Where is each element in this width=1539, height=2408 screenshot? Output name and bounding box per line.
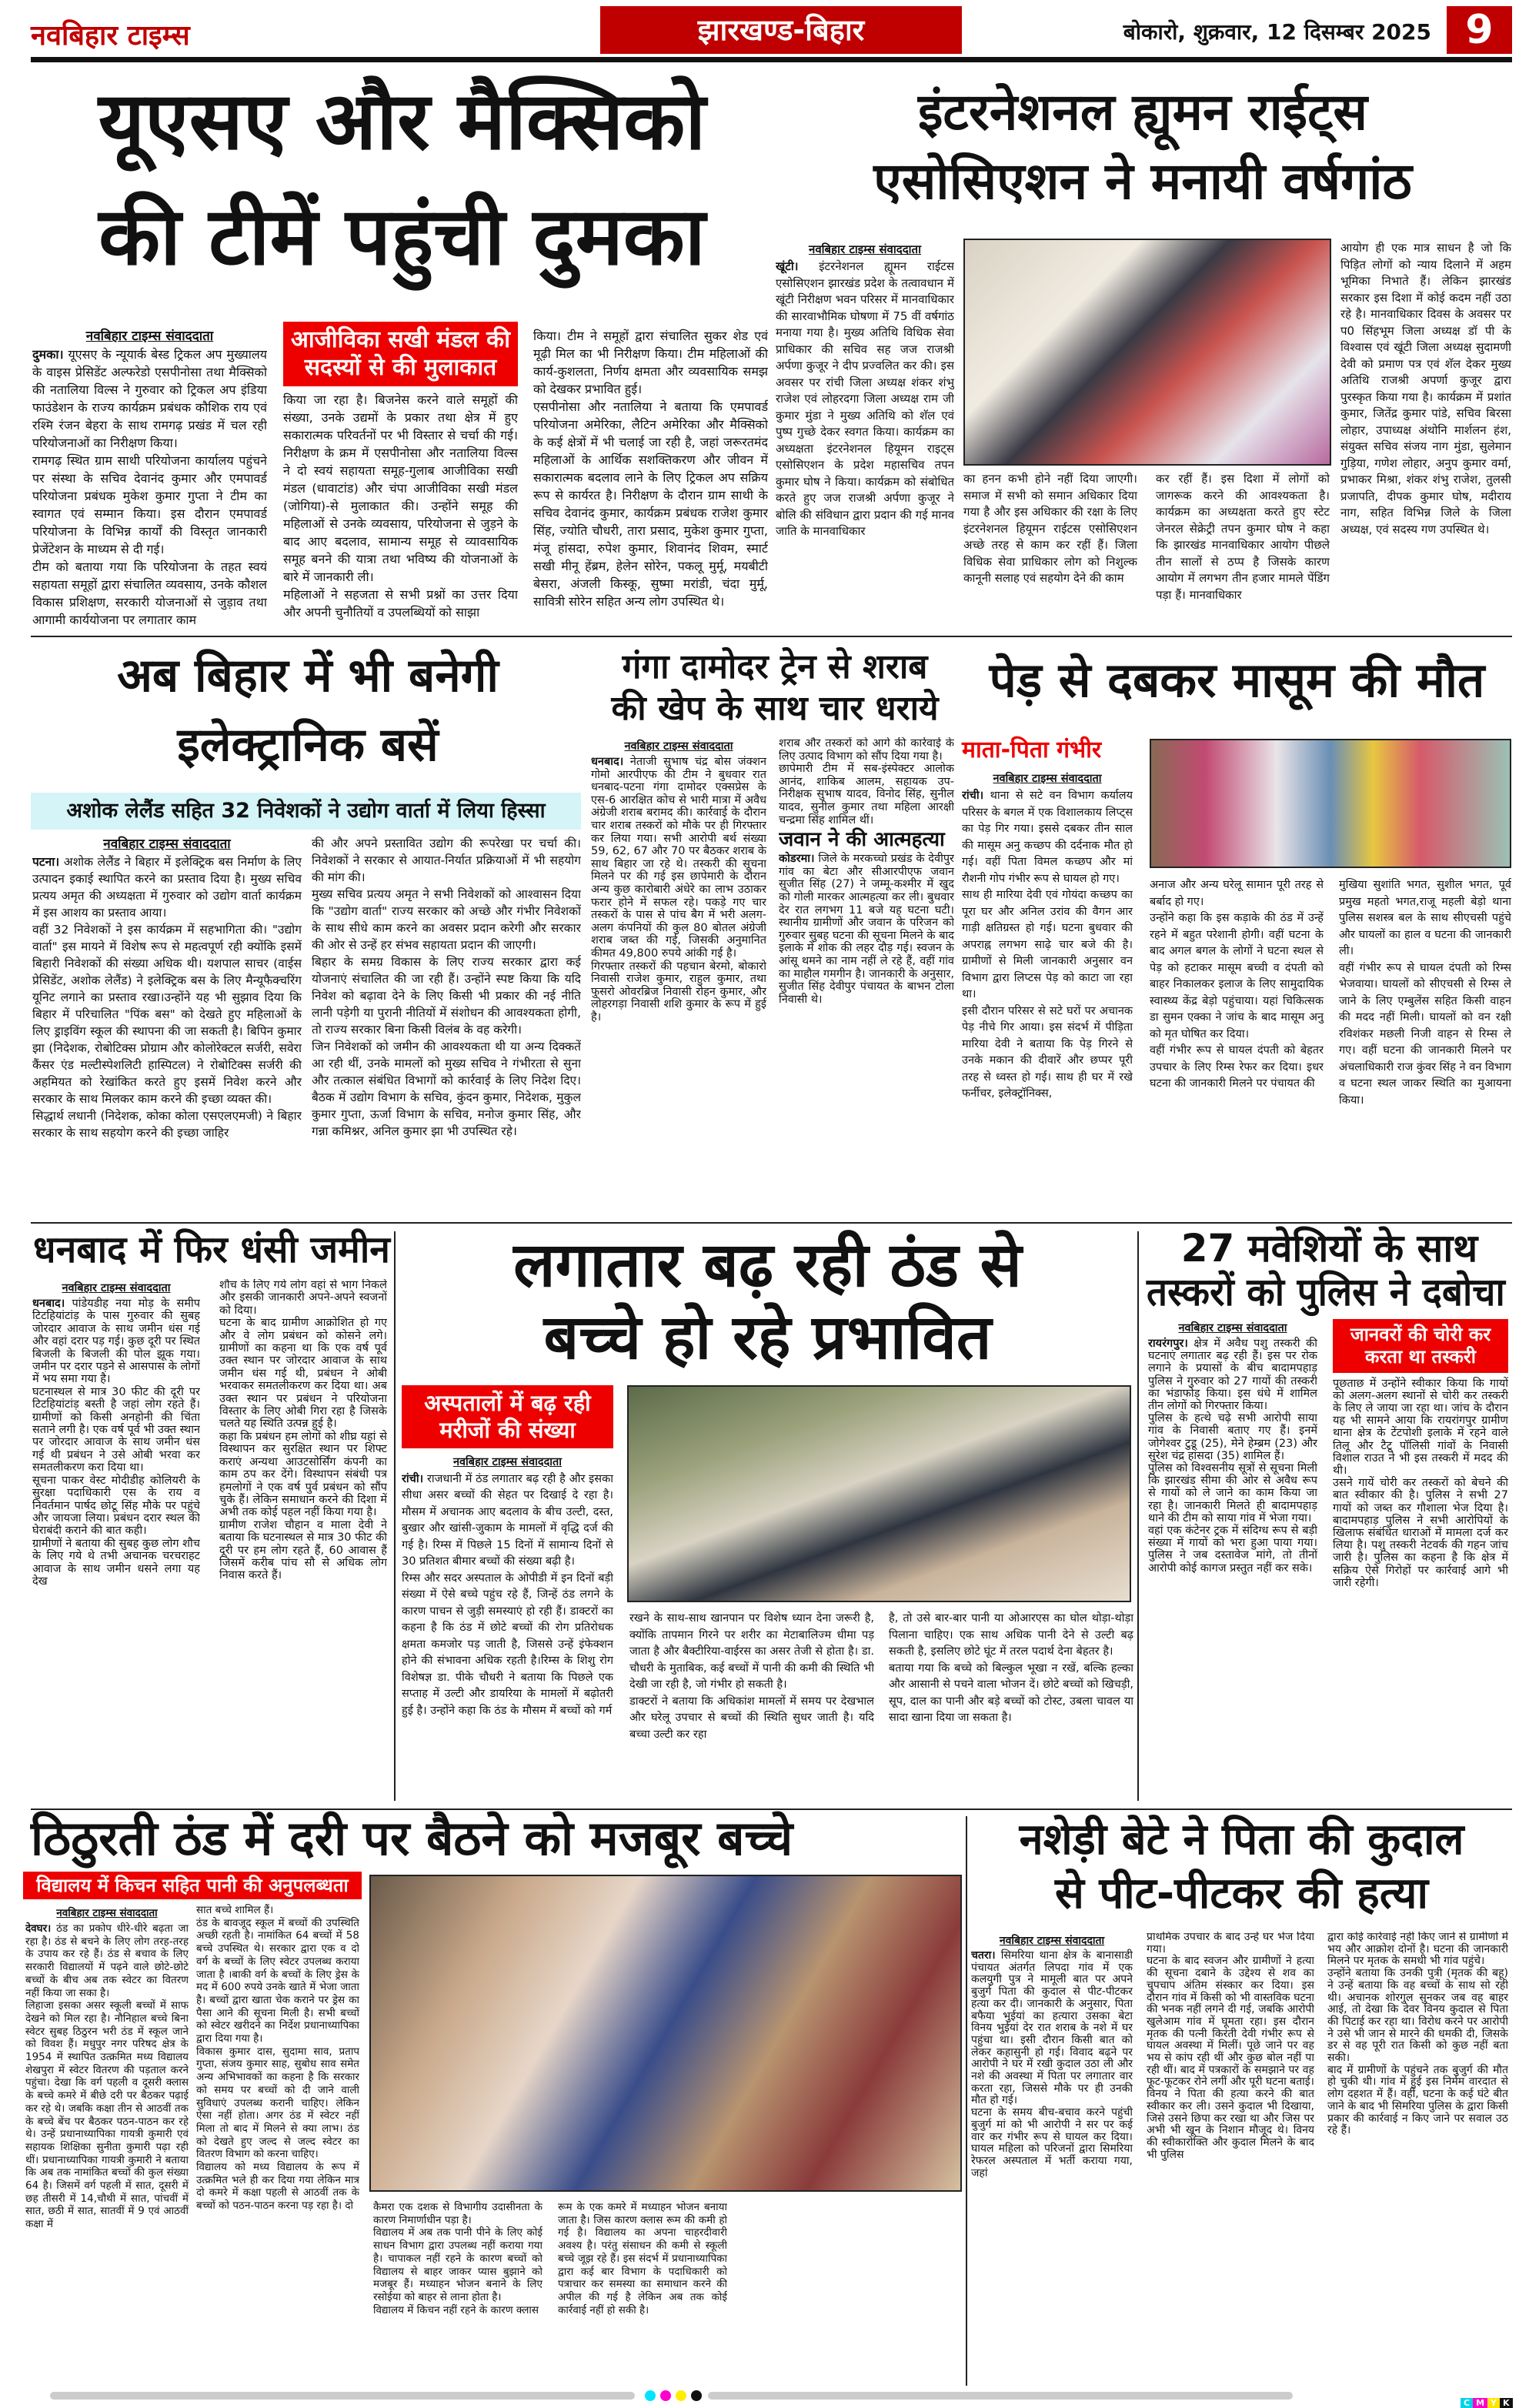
classroom-photo bbox=[369, 1875, 962, 2192]
paragraph: इसी दौरान परिसर से सटे घरों पर अचानक पेड़ नीचे गिर आया। इस संदर्भ में पीड़िता मारिया देवी ने बताया कि पेड़ गिरने से उनके मकान की दीवारें और छप्पर पूरी तरह से ध्वस्त हो गई। साथ ही घर में रखे फर्नीचर, इलेक्ट्रॉनिक्स, bbox=[962, 1004, 1133, 1100]
paragraph: मुखिया सुशांति भगत, सुशील भगत, पूर्व प्रमुख महतो भगत,राजू महली बेड़ो थाना पुलिस सशस्त्र बल के साथ सीएचसी पहुंचे और घायलों का हाल व घटना की जानकारी ली। bbox=[1339, 879, 1511, 957]
paragraph: रखने के साथ-साथ खानपान पर विशेष ध्यान देना जरूरी है, क्योंकि तापमान गिरने पर शरीर का मेटाबालिज्म धीमा पड़ जाता है और बैक्टीरिया-वाईरस का असर तेजी से होता है। डा. चौधरी के मुताबिक, कई बच्चों में पानी की कमी की स्थिति भी देखी जा रही है, जो गंभीर हो सकती है। bbox=[629, 1612, 874, 1691]
paragraph-group bbox=[889, 1611, 1133, 1727]
article-column bbox=[32, 1279, 200, 1805]
highlight-box: जानवरों की चोरी कर करता था तस्करी bbox=[1333, 1319, 1508, 1373]
article-column bbox=[32, 835, 302, 1216]
lead-text: अशोक लेलैंड ने बिहार में इलेक्ट्रिक बस निर्माण के लिए उत्पादन इकाई स्थापित करने का प्रस्ताव दिया है। मुख्य सचिव प्रत्यय अमृत की अध्यक्षता में गुरुवार को उद्योग वार्ता कार्यक्रम में इस आशय का प्रस्ताव आया। bbox=[32, 855, 302, 920]
paragraph: द्वारा कोई कार्रवाई नहीं किए जाने से ग्रामीणों में भय और आक्रोश दोनों है। घटना की जानकारी मिलने पर मृतक के समधी भी गांव पहुंचे। bbox=[1327, 1932, 1508, 1968]
divider bbox=[394, 1231, 396, 1801]
paragraph-group bbox=[971, 2107, 1133, 2179]
lead-text: जिले के मरकच्चो प्रखंड के देवीपुर गांव का बेटा और सीआरपीएफ जवान सुजीत सिंह (27) ने जम्मू-कश्मीर में खुद को गोली मारकर आत्महत्या कर ली। बुधवार देर रात लगभग 11 बजे यह घटना घटी।स्थानीय ग्रामीणों और जवान के परिजन को गुरुवार सुबह घटना की सूचना मिलने के बाद इलाके में शोक की लहर दौड़ गई। स्वजन के आंसू थमने का नाम नहीं ले रहे हैं, वहीं गांव का माहौल गमगीन है। जानकारी के अनुसार, सुजीत सिंह देवीपुर पंचायत के बाभन टोला निवासी थे। bbox=[779, 853, 954, 1006]
lead-text: क्षेत्र में अवैध पशु तस्करी की घटनाएं लगातार बढ़ रही हैं। इस पर रोक लगाने के प्रयासों के बीच बादामपहाड़ पुलिस ने गुरुवार को 27 गायों की तस्करी का भंडाफोड़ किया। इस धंधे में शामिल तीन लोगों को गिरफ्तार किया। bbox=[1148, 1338, 1317, 1413]
paragraph-group bbox=[1147, 1932, 1314, 2161]
paragraph: विद्यालय में अब तक पानी पीने के लिए कोई साधन विभाग द्वारा उपलब्ध नहीं कराया गया है। चापाकल नहीं रहने के कारण बच्चों को विद्यालय से बाहर जाकर प्यास बुझाने को मजबूर हैं। मध्याहन भोजन बनाने के लिए रसोईया को बाहर से लाना होता है। bbox=[373, 2226, 542, 2303]
headline-line: बच्चे हो रहे प्रभावित bbox=[543, 1301, 992, 1373]
section-banner: झारखण्ड-बिहार bbox=[600, 6, 962, 54]
paragraph-group bbox=[558, 2201, 727, 2316]
headline bbox=[31, 720, 585, 770]
paragraph: विकास कुमार दास, सुदामा साव, प्रताप गुप्ता, संजय कुमार साह, सुबोध साव समेत अन्य अभिभावकों का कहना है कि सरकार को समय पर बच्चों को दी जाने वाली सुविधाएं उपलब्ध करानी चाहिए। लेकिन ऐसा नहीं होता। अगर ठंड में स्वेटर नहीं मिला तो बाद में मिलने से क्या लाभ। ठंड को देखते हुए जल्द से जल्द स्वेटर का वितरण विभाग को करना चाहिए। bbox=[196, 2045, 359, 2161]
paragraph: कहा कि प्रबंधन हम लोगों को शीघ्र यहां से विस्थापन कर सुरक्षित स्थान पर शिफ्ट कराएं अन्यथा आउटसोर्सिंग कंपनी का काम ठप कर देंगे। विस्थापन संबंधी पत्र हमलोगों ने एक वर्ष पुर्व प्रबंधन को सौंप चुके हैं। लेकिन समाधान करने की दिशा में अभी तक कोई पहल नहीं किया गया है। bbox=[219, 1430, 387, 1519]
paragraph: की और अपने प्रस्तावित उद्योग की रूपरेखा पर चर्चा की। निवेशकों ने सरकार से आयात-निर्यात प्रक्रियाओं में भी सहयोग की मांग की। bbox=[312, 837, 581, 884]
byline: नवबिहार टाइम्स संवाददाता bbox=[56, 1907, 158, 1919]
paragraph: सिद्धार्थ लधानी (निदेशक, कोका कोला एसएलएमजी) ने बिहार सरकार के साथ सहयोग करने की इच्छा जाहिर bbox=[32, 1109, 302, 1140]
highlight-box: अस्पतालों में बढ़ रही मरीजों की संख्या bbox=[402, 1385, 613, 1448]
article-column bbox=[962, 770, 1133, 1214]
lead-text: इंटरनेशनल ह्यूमन राईटस एसोसिएशन झारखंड प्रदेश के तत्वावधान में खूंटी निरीक्षण भवन परिसर में मानवाधिकार की सारवाभौमिक घोषणा में 75 वीं वर्षगांठ मनाया गया है। मुख्य अतिथि विधिक सेवा प्राधिकार की सचिव सह जज राजश्री अर्पणा कुजूर ने दीप प्रज्वलित कर की। इस अवसर पर रांची जिला अध्यक्ष शंकर शंभु राजेश एवं लोहरदगा जिला अध्यक्ष राम जी कुमार मुंडा ने मुख्य अतिथि को शॅल एवं पुष्प गुच्छे देकर स्वगत किया। कार्यक्रम का अध्यक्षता इंटरनेशनल हियूमन राइट्स एसोसिएशन के प्रदेश महासचिव तपन कुमार घोष ने किया। कार्यक्रम को संबोधित करते हुए जज राजश्री अर्पणा कुजूर ने बोलि की संविधान द्वारा प्रदान की गई मानव जाति के मानवाधिकार bbox=[776, 259, 954, 538]
paragraph: प्राथमिक उपचार के बाद उन्हें घर भेज दिया गया। bbox=[1147, 1932, 1314, 1955]
paragraph: अनाज और अन्य घरेलू सामान पूरी तरह से बर्बाद हो गए। bbox=[1150, 879, 1324, 908]
paragraph: कैमरा एक दशक से विभागीय उदासीनता के कारण निमार्णाधीन पड़ा है। bbox=[373, 2201, 542, 2226]
article-column bbox=[1150, 877, 1324, 1214]
registration-bar bbox=[50, 2392, 635, 2400]
lead-text: पांडेयडीह नया मोड़ के समीप टिटहियांटांड़ के पास गुरुवार की सुबह जोरदार आवाज के साथ जमीन धंस गई और वहां दरार पड़ गई। कुछ दूरी पर स्थित बिजली के बिजली की पोल झूक गया। जमीन पर दरार पड़ने से आसपास के लोगों में भय समा गया है। bbox=[32, 1298, 200, 1386]
article-column bbox=[25, 1904, 189, 2384]
paragraph-group bbox=[219, 1279, 387, 1582]
article-column bbox=[283, 322, 518, 629]
lead-text: यूएसए के न्यूयार्क बेस्ड ट्रिकल अप मुख्यालय के वाइस प्रेसिडेंट अल्फरेडो एसपीनोसा तथा मैक्सिको की नतालिया विल्स ने गुरुवार को ट्रिकल अप इंडिया फाउंडेशन के राज्य कार्यक्रम प्रबंधक कौशिक राय एवं रश्मि रंजन बेहरा के साथ रामगढ़ प्रखंड में चल रही परियोजनाओं का निरीक्षण किया। bbox=[32, 347, 267, 450]
paragraph: एसपीनोसा और नतालिया ने बताया कि एमपावर्ड परियोजना अमेरिका, लैटिन अमेरिका और मैक्सिको के कई क्षेत्रों में भी चलाई जा रही है, जहां जरूरतमंद महिलाओं के आर्थिक सशक्तिकरण और जीवन में सकारात्मक बदलाव लाने के लिए ट्रिकल अप सक्रिय रूप से कार्यरत है। निरीक्षण के दौरान ग्राम साथी के सचिव देवानंद कुमार, कार्यक्रम प्रबंधक राजेश कुमार सिंह, ज्योति चौधरी, तारा प्रसाद, मुकेश कुमार गुप्ता, मंजू हांसदा, रुपेश कुमार, शिवानंद शिवम, स्मार्ट सखी मीनू हेंब्रम, हेलेन सोरेन, पकलू मुर्मू, मयबीटी बेसरा, अंजली किस्कू, सुष्मा मरांडी, चंदा मुर्मू, सावित्री सोरेन सहित अन्य लोग उपस्थित थे। bbox=[533, 399, 768, 609]
lead-text: सिमरिया थाना क्षेत्र के बानासाडी पंचायत अंतर्गत लिपदा गांव में एक कलयुगी पुत्र ने मामूली बात पर अपने बुजुर्ग पिता की कुदाल से पीट-पीटकर हत्या कर दी। जानकारी के अनुसार, पिता बफैया भुईयां का हत्यारा उसका बेटा विनय भुईयां देर रात शराब के नशे में घर पहुंचा था। इसी दौरान किसी बात को लेकर कहासुनी हो गई। विवाद बढ़ने पर आरोपी ने घर में रखी कुदाल उठा ली और नशे की अवस्था में पिता पर लगातार वार करता रहा, जिससे मौके पर ही उनकी मौत हो गई। bbox=[971, 1949, 1133, 2107]
headline bbox=[38, 74, 766, 168]
paragraph: उन्होंने बताया कि उनकी पुत्री (मृतक की बहू) ने उन्हें बताया कि वह बच्चों के साथ सो रही थी। अचानक शोरगुल सुनकर जब वह बाहर आई, तो देखा कि देवर विनय कुदाल से पिता की पिटाई कर रहा था। विरोध करने पर आरोपी ने उसे भी जान से मारने की धमकी दी, जिसके डर से वह पूरी रात किसी को कुछ नहीं बता सकी। bbox=[1327, 1967, 1508, 2065]
cmyk-m: M bbox=[1473, 2398, 1487, 2408]
paragraph: का हनन कभी होने नहीं दिया जाएगी। समाज में सभी को समान अधिकार दिया गया है और इस अधिकार की रक्षा के लिए इंटरनेशनल हियूमन राईटस एसोसिएशन अच्छे तरह से काम कर रहीं हैं। जिला विधिक सेवा प्राधिकार लोग को निशुल्क कानूनी सलाह एवं सहयोग देने की काम bbox=[963, 472, 1137, 585]
paragraph: उसने गायें चोरी कर तस्करों को बेचने की बात स्वीकार की है। पुलिस ने सभी 27 गायों को जब्त कर गौशाला भेज दिया है। बादामपहाड़ पुलिस ने सभी आरोपियों के खिलाफ संबंधित धाराओं में मामला दर्ज कर लिया है। पशु तस्करी नेटवर्क की गहन जांच जारी है। पुलिस का कहना है कि क्षेत्र में सक्रिय ऐसे गिरोहों पर कार्रवाई आगे भी जारी रहेगी। bbox=[1333, 1477, 1508, 1589]
headline bbox=[971, 1816, 1512, 1864]
paragraph: वहीं गंभीर रूप से घायल दंपती को बेहतर उपचार के लिए रिम्स रेफर कर दिया। इधर घटना की जानकारी मिलने पर पंचायत की bbox=[1150, 1044, 1324, 1090]
headline bbox=[400, 1231, 1135, 1299]
divider bbox=[1137, 1231, 1139, 1801]
hospital-photo bbox=[627, 1385, 1131, 1602]
paragraph-group bbox=[629, 1611, 874, 1743]
issue-date-text: बोकारो, शुक्रवार, 12 दिसम्बर 2025 bbox=[1123, 19, 1431, 45]
paragraph-group bbox=[1333, 1378, 1508, 1589]
article-column bbox=[533, 327, 768, 629]
paragraph: रूम के एक कमरे में मध्याहन भोजन बनाया जाता है। जिस कारण क्लास रूम की कमी हो गई है। विद्यालय का अपना चाहरदीवारी अवश्य है। परंतु संसाधन की कमी से स्कूली बच्चे जूझ रहे हैं। इस संदर्भ में प्रधानाध्यापिका द्वारा कई बार विभाग के पदाधिकारी को पत्राचार कर समस्या का समाधान करने की अपील की गई है लेकिन अब तक कोई कार्रवाई नहीं हो सकी है। bbox=[558, 2201, 727, 2316]
dateline: दुमका। bbox=[32, 347, 64, 362]
article-column bbox=[1340, 240, 1511, 629]
paragraph: लिहाजा इसका असर स्कूली बच्चों में साफ देखने को मिल रहा है। नौनिहाल बच्चे बिना स्वेटर सुबह ठिठुरन भरी ठंड में स्कूल जाने को विवश हैं। मधुपुर नगर परिषद क्षेत्र के 1954 में स्थापित उत्क्रमित मध्य विद्यालय शेखपुरा में स्वेटर वितरण की पड़ताल करने पहुंचा। देखा कि वर्ग पहली व दूसरी क्लास के बच्चे कमरे में बीछे दरी पर बैठकर पढ़ाई कर रहे थे। जबकि कक्षा तीन से आठवीं तक के बच्चे बेंच पर बैठकर पठन-पाठन कर रहे थे। उन्हें प्रधानाध्यापिका गायत्री कुमारी एवं सहायक शिक्षिका सुनीता कुमारी पढ़ा रही थीं। प्रधानाध्यापिका गायत्री कुमारी ने बताया कि अब तक नामांकित बच्चों की कुल संख्या 64 है। जिसमें वर्ग पहली में सात, दूसरी में छह तीसरी में 14,चौथी में सात, पांचवीं में सात, छठी में सात, सातवीं में 9 एवं आठवीं कक्षा में bbox=[25, 1999, 189, 2231]
divider bbox=[31, 636, 1512, 637]
paragraph-group bbox=[32, 1386, 200, 1588]
paragraph-group bbox=[32, 921, 302, 1141]
paragraph: जिन निवेशकों को जमीन की आवश्यकता थी या अन्य दिक्कतें आ रही थीं, उनके मामलों को मुख्य सचिव ने गंभीरता से सुना और तत्काल संबंधित विभागों को कार्रवाई के लिए निदेश दिए। बैठक में उद्योग विभाग के सचिव, कुंदन कुमार, निदेशक, मुकुल कुमार गुप्ता, ऊर्जा विभाग के सचिव, मनोज कुमार सिंह, और गन्ना कमिश्नर, अनिल कुमार झा भी उपस्थित रहे। bbox=[312, 1040, 581, 1138]
article-column bbox=[776, 240, 954, 629]
paragraph-group bbox=[1150, 877, 1324, 1093]
headline-line: नशेड़ी बेटे ने पिता की कुदाल bbox=[1019, 1815, 1464, 1865]
article-column bbox=[779, 737, 954, 1216]
byline: नवबिहार टाइम्स संवाददाता bbox=[993, 773, 1102, 785]
article-column bbox=[1148, 1319, 1317, 1805]
registration-dot-yellow bbox=[676, 2390, 686, 2401]
dateline: चतरा। bbox=[971, 1949, 996, 1962]
dateline: रायरंगपुर। bbox=[1148, 1338, 1188, 1350]
paragraph-group bbox=[312, 835, 581, 1140]
paragraph: विद्यालय को मध्य विद्यालय के रूप में उत्क्रमित भले ही कर दिया गया लेकिन मात्र दो कमरे में कक्षा पहली से आठवीं तक के बच्चों को पठन-पाठन करना पड़ रहा है। दो bbox=[196, 2161, 359, 2213]
headline bbox=[971, 1870, 1512, 1918]
byline: नवबिहार टाइम्स संवाददाता bbox=[62, 1282, 171, 1294]
paragraph-group bbox=[196, 1904, 359, 2213]
article-column bbox=[971, 1932, 1133, 2386]
lead-text: ठंड का प्रकोप धीरे-धीरे बढ़ता जा रहा है। ठंड से बचने के लिए लोग तरह-तरह के उपाय कर रहे हैं। ठंड से बचाव के लिए सरकारी विद्यालयों में पढ़ने वाले छोटे-छोटे बच्चों के बीच अब तक स्वेटर का वितरण नहीं किया जा सका है। bbox=[25, 1922, 189, 1999]
paragraph-group bbox=[402, 1571, 613, 1720]
paragraph: बताया गया कि बच्चे को बिल्कुल भूखा न रखें, बल्कि हल्का और आसानी से पचने वाला भोजन दें। छोटे बच्चों को खिचड़ी, सूप, दाल का पानी और बड़े बच्चों को टोस्ट, उबला चावल या सादा खाना दिया जा सकता है। bbox=[889, 1662, 1133, 1724]
lead-text: थाना से सटे वन विभाग कर्यालय परिसर के बगल में एक विशालकाय लिप्ट्स का पेड़ गिर गया। इससे दबकर तीन साल की मासूम अनु कच्छप की दर्दनाक मौत हो गई। वहीं पिता विमल कच्छप और मां रौशनी गोप गंभीर रूप से घायल हो गए। bbox=[962, 790, 1133, 885]
registration-dot-black bbox=[691, 2390, 702, 2401]
dateline: रांची। bbox=[962, 790, 984, 802]
highlight-box-text: विद्यालय में किचन सहित पानी की अनुपलब्धता bbox=[36, 1874, 349, 1896]
paragraph: घटना के बाद ग्रामीण आक्रोशित हो गए और वे लोग प्रबंधन को कोसने लगे। ग्रामीणों का कहना था कि एक वर्ष पूर्व उक्त स्थान पर जोरदार आवाज के साथ जमीन धंस गई थी, प्रबंधन ने ओबी भरवाकर समतलीकरण कर दिया था। अब उक्त स्थान पर प्रबंधन ने परियोजना विस्तार के लिए ओबी गिरा रहा है जिसके चलते यह स्थिति उत्पन्न हुई है। bbox=[219, 1317, 387, 1431]
highlight-box bbox=[23, 1872, 362, 1899]
issue-date bbox=[1000, 17, 1431, 46]
article-column bbox=[558, 2201, 727, 2384]
article-column bbox=[963, 471, 1137, 629]
paragraph-group bbox=[962, 887, 1133, 1103]
article-column bbox=[196, 1904, 359, 2384]
subheadline-text: माता-पिता गंभीर bbox=[962, 736, 1102, 763]
paragraph: रिम्स और सदर अस्पताल के ओपीडी में इन दिनों बड़ी संख्या में ऐसे बच्चे पहुंच रहे हैं, जिन्हें ठंड लगने के कारण पाचन से जुड़ी समस्याएं हो रही हैं। डाक्टरों का कहना है कि ठंड में छोटे बच्चों की रोग प्रतिरोधक क्षमता कमजोर पड़ जाती है, जिससे उन्हें इंफेक्शन होने की संभावना अधिक रहती है।रिम्स के शिशु रोग विशेषज्ञ डा. पीके चौधरी ने बताया कि पिछले एक सप्ताह में उल्टी और डायरिया के मामलों में बढ़ोतरी हुई है। उन्होंने कहा कि ठंड के मौसम में बच्चों को गर्म bbox=[402, 1571, 613, 1717]
cmyk-c: C bbox=[1461, 2398, 1473, 2408]
paragraph: डाक्टरों ने बताया कि अधिकांश मामलों में समय पर देखभाल और घरेलू उपचार से बच्चों की स्थिति सुधर जाती है। यदि बच्चा उल्टी कर रहा bbox=[629, 1695, 874, 1741]
paragraph: उन्होंने कहा कि इस कड़ाके की ठंड में उन्हें रहने में बहुत परेशानी होगी। वहीं घटना के बाद अगल बगल के लोगों ने घटना स्थल से पेड़ को हटाकर मासूम बच्ची व दंपती को बाहर निकालकर इलाज के लिए सामुदायिक स्वास्थ्य केंद्र बेड़ो पहुंचाया। यहां चिकित्सक डा सुमन एक्का ने जांच के बाद मासूम अनु को मृत घोषित कर दिया। bbox=[1150, 912, 1324, 1040]
byline: नवबिहार टाइम्स संवाददाता bbox=[624, 740, 733, 753]
subheadline: जवान ने की आत्महत्या bbox=[779, 828, 945, 852]
headline bbox=[777, 154, 1508, 210]
headline-line: की खेप के साथ चार धराये bbox=[611, 689, 939, 728]
byline: नवबिहार टाइम्स संवाददाता bbox=[999, 1935, 1105, 1947]
headline-line: धनबाद में फिर धंसी जमीन bbox=[33, 1228, 390, 1271]
paragraph: ग्रामीणों ने बताया की सुबह कुछ लोग शौच के लिए गये थे तभी अचानक चरचराहट आवाज के साथ जमीन धसने लगा यह देख bbox=[32, 1537, 200, 1588]
headline-line: से पीट-पीटकर की हत्या bbox=[1054, 1869, 1429, 1919]
headline-line: तस्करों को पुलिस ने दबोचा bbox=[1147, 1270, 1505, 1314]
dateline: खूंटी। bbox=[776, 259, 799, 273]
headline-line: अब बिहार में भी बनेगी bbox=[117, 649, 499, 703]
masthead: नवबिहार टाइम्स bbox=[31, 20, 190, 52]
article-column bbox=[312, 835, 581, 1216]
paragraph-group bbox=[1339, 877, 1511, 1109]
paragraph-group bbox=[1156, 471, 1330, 603]
paragraph: घटना के बाद स्वजन और ग्रामीणों ने हत्या की सूचना दबाने के उद्देश्य से शव का चुपचाप अंतिम संस्कार कर दिया। इस दौरान गांव में किसी को भी वास्तविक घटना की भनक नहीं लगने दी गई, जबकि आरोपी खुलेआम गांव में घूमता रहा। इस दौरान मृतक की पत्नी किरंती देवी गंभीर रूप से घायल अवस्था में मिलीं। पूछे जाने पर वह भय से कांप रही थीं और कुछ बोल नहीं पा रही थीं। बाद में पत्रकारों के समझाने पर वह फूट-फूटकर रोने लगीं और पूरी घटना बताई। विनय ने पिता की हत्या करने की बात स्वीकार कर ली। उसने कुदाल भी दिखाया, जिसे उसने छिपा कर रखा था और जिस पर अभी भी खून के निशान मौजूद थे। विनय की स्वीकारोक्ति और कुदाल मिलने के बाद भी पुलिस bbox=[1147, 1955, 1314, 2161]
registration-dot-magenta bbox=[660, 2390, 671, 2401]
article-column bbox=[402, 1385, 613, 1805]
paragraph: छापेमारी टीम में सब-इंस्पेक्टर आलोक आनंद, शाकिब आलम, सहायक उप-निरीक्षक सुभाष यादव, विनोद सिंह, सुनील यादव, सुनील कुमार तथा महिला आरक्षी चन्द्रमा सिंह शामिल थीं। bbox=[779, 763, 954, 827]
paragraph-group bbox=[1148, 1412, 1317, 1575]
event-photo bbox=[963, 239, 1331, 466]
headline bbox=[31, 1230, 392, 1271]
paragraph: वहीं गंभीर रूप से घायल दंपती को रिम्स भेजवाया। घायलों को सीएचसी से रिम्स ले जाने के लिए एम्बुलेंस सहित किसी वाहन की मदद नहीं मिली। घायलों को वन रक्षी रविशंकर मछली निजी वाहन से रिम्स ले गए। वहीं घटना की जानकारी मिलने पर अंचलाधिकारी राज कुंवर सिंह ने वन विभाग व घटना स्थल जाकर स्थिति का मुआयना किया। bbox=[1339, 961, 1511, 1107]
paragraph: सात बच्चे शामिल हैं। bbox=[196, 1904, 274, 1916]
headline-line: पेड़ से दबकर मासूम की मौत bbox=[989, 652, 1485, 708]
headline bbox=[31, 1812, 962, 1865]
news-photo bbox=[1150, 739, 1511, 868]
headline-line: यूएसए और मैक्सिको bbox=[98, 74, 706, 168]
paragraph-group bbox=[32, 452, 267, 629]
headline-line: 27 मवेशियों के साथ bbox=[1180, 1226, 1478, 1271]
headline bbox=[591, 690, 959, 727]
byline: नवबिहार टाइम्स संवाददाता bbox=[809, 242, 921, 256]
registration-dot-cyan bbox=[645, 2390, 656, 2401]
paragraph-group bbox=[591, 960, 766, 1024]
paragraph: आयोग ही एक मात्र साधन है जो कि पिड़ित लोगों को न्याय दिलाने में अहम भूमिका निभाते हैं। लेकिन झारखंड सरकार इस दिशा में कोई कदम नहीं उठा रहे है। मानवाधिकार दिवस के अवसर पर प0 सिंहभूम जिला अध्यक्ष डॉ पी के विश्वास एवं खूंटी जिला अध्यक्ष सुदामणी देवी को प्रमाण पत्र एवं शॅल देकर मुख्य अतिथि राजश्री अपर्णा कुजूर द्वारा पुरस्कृत किया गया है। कार्यक्रम में प्रशांत कुमार, जितेंद्र कुमार पांडे, सचिव बिरसा लोहार, उपाध्यक्ष अंथोनि मार्शलन हंश, संयुक्त सचिव संजय नाग मुंडा, सुलेमान गुड़िया, गणेश लोहार, अनुप कुमार वर्मा, प्रभाकर मिश्रा, शंकर शंभु राजेश, तुलसी प्रजापति, दीपक कुमार घोष, मदीराय नाग, सहित विभिन्न जिले के जिला अध्यक्ष, एवं सदस्य गण उपस्थित थे। bbox=[1340, 241, 1511, 536]
paragraph: है, तो उसे बार-बार पानी या ओआरएस का घोल थोड़ा-थोड़ा पिलाना चाहिए। एक साथ अधिक पानी देने से उल्टी बढ़ सकती है, इसलिए छोटे घूंट में तरल पदार्थ देना बेहतर है। bbox=[889, 1612, 1133, 1658]
paragraph: किया जा रहा है। बिजनेस करने वाले समूहों की संख्या, उनके उद्यमों के प्रकार तथा क्षेत्र में हुए सकारात्मक परिवर्तनों पर भी विस्तार से चर्चा की गई। निरीक्षण के क्रम में एसपीनोसा और नतालिया विल्स ने दो स्वयं सहायता समूह-गुलाब आजीविका सखी मंडल (धावाटांड) और चंपा आजीविका सखी मंडल (जोगिया)-से मुलाकात की। उन्होंने समूह की महिलाओं से उनके व्यवसाय, परियोजना से जुड़ने के बाद आए बदलाव, सामान्य समूह से व्यावसायिक समूह बनने की यात्रा तथा भविष्य की योजनाओं के बारे में जानकारी ली। bbox=[283, 392, 518, 584]
dateline: रांची। bbox=[402, 1472, 424, 1485]
paragraph: शौच के लिए गये लोग वहां से भाग निकले और इसकी जानकारी अपने-अपने स्वजनों को दिया। bbox=[219, 1279, 387, 1317]
paragraph-group bbox=[779, 737, 954, 827]
dateline: धनबाद। bbox=[32, 1298, 65, 1310]
headline bbox=[777, 82, 1508, 142]
paragraph: घटनास्थल से मात्र 30 फीट की दूरी पर टिटहियांटांड़ बस्ती है जहां लोग रहते हैं। ग्रामीणों को किसी अनहोनी की चिंता सताने लगी है। एक वर्ष पूर्व भी उक्त स्थान पर जोरदार आवाज के साथ जमीन धंस गई थी प्रबंधन ने उसे ओबी भरवा कर समतलीकरण करा दिया था। bbox=[32, 1385, 200, 1475]
headline-line: गंगा दामोदर ट्रेन से शराब bbox=[622, 647, 928, 686]
headline bbox=[1147, 1227, 1512, 1270]
headline bbox=[962, 654, 1512, 706]
lead-text: नेताजी सुभाष चंद्र बोस जंक्शन गोमो आरपीएफ की टीम ने बुधवार रात धनबाद-पटना गंगा दामोदर एक्सप्रेस के एस-6 आरक्षित कोच से भारी मात्रा में अवैध अंग्रेजी शराब बरामद की। कार्रवाई के दौरान चार शराब तस्करों को मौके पर ही गिरफ्तार कर लिया गया। सभी आरोपी बर्थ संख्या 59, 62, 67 और 70 पर बैठकर शराब के साथ बिहार जा रहे थे। तस्करी की सूचना मिलने पर की गई इस छापेमारी के दौरान अन्य कुछ कारोबारी अंधेरे का लाभ उठाकर फरार होने में सफल रहे। पकड़े गए चार तस्करों के पास से पांच बैग में भरी अलग-अलग कंपनियों की कुल 80 बोतल अंग्रेजी शराब जब्त की गई, जिसकी अनुमानित कीमत 49,800 रुपये आंकी गई है। bbox=[591, 756, 766, 960]
article-column bbox=[591, 737, 766, 1216]
headline bbox=[591, 649, 959, 686]
headline bbox=[1147, 1271, 1512, 1314]
paragraph: महिलाओं ने सहजता से सभी प्रश्नों का उत्तर दिया और अपनी चुनौतियों व उपलब्धियों को साझा bbox=[283, 587, 518, 620]
paragraph: शराब और तस्करों को आगे की कार्रवाई के लिए उत्पाद विभाग को सौंप दिया गया है। bbox=[779, 737, 954, 763]
article-column bbox=[1156, 471, 1330, 629]
paragraph: पूछताछ में उन्होंने स्वीकार किया कि गायों को अलग-अलग स्थानों से चोरी कर तस्करी के लिए ले जाया जा रहा था। जांच के दौरान यह भी सामने आया कि रायरांगपुर ग्रामीण थाना क्षेत्र के टेंटपोशी इलाके में रहने वाले तिलू और टैटू पॉलिसी गांवों के निवासी विशाल राउत ने भी इस तस्करी में मदद की थी। bbox=[1333, 1377, 1508, 1478]
paragraph-group bbox=[283, 391, 518, 621]
header-rule bbox=[31, 57, 1512, 62]
article-column bbox=[1147, 1932, 1314, 2386]
subheadline-text: अशोक लेलैंड सहित 32 निवेशकों ने उद्योग वार्ता में लिया हिस्सा bbox=[66, 799, 546, 823]
paragraph-group bbox=[25, 1999, 189, 2231]
headline bbox=[400, 1301, 1135, 1373]
registration-bar bbox=[708, 2392, 1293, 2400]
article-column bbox=[1327, 1932, 1508, 2386]
divider bbox=[966, 1816, 967, 2386]
article-column bbox=[629, 1611, 874, 1803]
paragraph-group bbox=[1340, 240, 1511, 538]
paragraph: ग्रामीण राजेश चौहान व माला देवी ने बताया कि घटनास्थल से मात्र 30 फीट की दूरी पर हम लोग रहते हैं, 60 आवास हैं जिसमें करीब पांच सौ से अधिक लोग निवास करते हैं। bbox=[219, 1518, 387, 1582]
cmyk-k: K bbox=[1500, 2398, 1513, 2408]
headline-line: ठिठुरती ठंड में दरी पर बैठने को मजबूर बच्चे bbox=[31, 1810, 793, 1866]
dateline: देवघर। bbox=[25, 1922, 52, 1935]
paragraph: घटना के समय बीच-बचाव करने पहुंची बुजुर्ग मां को भी आरोपी ने सर पर कई वार कर गंभीर रूप से घायल कर दिया। घायल महिला को परिजनों द्वारा सिमरिया रेफरल अस्पताल में भर्ती कराया गया, जहां bbox=[971, 2106, 1133, 2179]
headline-line: इलेक्ट्रानिक बसें bbox=[177, 718, 439, 772]
article-column bbox=[1339, 877, 1511, 1214]
cmyk-strip bbox=[1461, 2398, 1513, 2408]
headline-line: की टीमें पहुंची दुमका bbox=[98, 189, 706, 283]
paragraph-group bbox=[373, 2201, 542, 2316]
paragraph: पुलिस के हत्थे चढ़े सभी आरोपी साया गांव के निवासी बताए गए हैं। इनमें जोगेश्वर टुडू (25), मेने हेम्ब्रम (23) और सुरेश चंद्र हांसदा (35) शामिल हैं। bbox=[1148, 1412, 1317, 1462]
dateline: पटना। bbox=[32, 855, 60, 869]
paragraph: वहीं 32 निवेशकों ने इस कार्यक्रम में सहभागिता की। "उद्योग वार्ता" इस मायने में विशेष रूप से महत्वपूर्ण रही क्योंकि इसमें बिहारी निवेशकों की संख्या अधिक थी। यशपाल साचर (वाईस प्रेसिडेंट, अशोक लेलैंड) ने इलेक्ट्रिक बस के लिए मैन्यूफैक्चरिंग यूनिट लगाने का प्रस्ताव रखा।उन्होंने यह भी सुझाव दिया कि बिहार में परिचालित "पिंक बस" को देखते हुए महिलाओं के लिए ड्राइविंग स्कूल की स्थापना की जा सकती है। बिपिन कुमार झा (निदेशक, रोबोटिक्स प्रोग्राम और कोलोरेक्टल सर्जरी, सवेरा कैंसर एंड मल्टीस्पेशलिटी हास्पिटल) ने रोबोटिक्स सर्जरी की अहमियत को रेखांकित करते हुए इसमें निवेश करने और सरकार के साथ मिलकर काम करने की इच्छा व्यक्त की। bbox=[32, 923, 302, 1106]
article-column bbox=[889, 1611, 1133, 1803]
dateline: धनबाद। bbox=[591, 756, 624, 768]
paragraph: वहां एक कंटेनर ट्रक में संदिग्ध रूप से बड़ी संख्या में गायों को भरा हुआ पाया गया। पुलिस ने जब दस्तावेज मांगे, तो तीनों आरोपी कोई कागज प्रस्तुत नहीं कर सके। bbox=[1148, 1525, 1317, 1575]
byline: नवबिहार टाइम्स संवाददाता bbox=[103, 837, 231, 852]
cmyk-y: Y bbox=[1487, 2398, 1500, 2408]
subheadline bbox=[962, 733, 1140, 764]
lead-text: राजधानी में ठंड लगातार बढ़ रही है और इसका सीधा असर बच्चों की सेहत पर दिखाई दे रहा है। मौसम में अचानक आए बदलाव के बीच उल्टी, दस्त, बुखार और खांसी-जुकाम के मामलों में वृद्धि दर्ज की गई है। रिम्स में पिछले 15 दिनों में सामान्य दिनों से 30 प्रतिशत बीमार बच्चों की संख्या बढ़ी है। bbox=[402, 1472, 613, 1568]
headline-line: इंटरनेशनल ह्यूमन राईट्स bbox=[918, 82, 1367, 142]
byline: नवबिहार टाइम्स संवाददाता bbox=[452, 1455, 563, 1468]
highlight-box: आजीविका सखी मंडल की सदस्यों से की मुलाकात bbox=[283, 322, 518, 386]
paragraph: किया। टीम ने समूहों द्वारा संचालित सुकर शेड एवं मूढ़ी मिल का भी निरीक्षण किया। टीम महिलाओं की कार्य-कुशलता, निर्णय क्षमता और व्यवसायिक समझ को देखकर प्रभावित हुई। bbox=[533, 329, 768, 396]
article-column bbox=[1333, 1319, 1508, 1805]
article-column bbox=[373, 2201, 542, 2384]
article-column bbox=[32, 327, 267, 629]
paragraph: रामगढ़ स्थित ग्राम साथी परियोजना कार्यालय पहुंचने पर संस्था के सचिव देवानंद कुमार और एमपावर्ड परियोजना प्रबंधक मुकेश कुमार गुप्ता ने टीम का स्वागत एवं सम्मान किया। इस दौरान एमपावर्ड परियोजना के विभिन्न कार्यों की विस्तृत जानकारी प्रेजेंटेशन के माध्यम से दी गई। bbox=[32, 453, 267, 556]
paragraph: ठंड के बावजूद स्कूल में बच्चों की उपस्थिति अच्छी रहती है। नामांकित 64 बच्चों में 58 बच्चे उपस्थित थे। सरकार द्वारा एक व दो वर्ग के बच्चों के लिए स्वेटर उपलब्ध कराया जाता है ।बाकी वर्ग के बच्चों के लिए ड्रेस के मद में 600 रुपये उनके खाते में भेजा जाता है। बच्चों द्वारा खाता चेक कराने पर ड्रेस का पैसा आने की सूचना मिली है। सभी बच्चों को स्वेटर खरीदने का निर्देश प्रधानाध्यापिका द्वारा दिया गया है। bbox=[196, 1916, 359, 2046]
headline bbox=[38, 189, 766, 283]
headline-line: लगातार बढ़ रही ठंड से bbox=[513, 1229, 1022, 1301]
paragraph: बाद में ग्रामीणों के पहुंचने तक बुजुर्ग की मौत हो चुकी थी। गांव में हुई इस निर्मम वारदात से लोग दहशत में हैं। वहीं, घटना के कई घंटे बीत जाने के बाद भी सिमरिया पुलिस के द्वारा किसी प्रकार की कार्रवाई न किए जाने पर सवाल उठ रहे हैं। bbox=[1327, 2063, 1508, 2137]
paragraph: मुख्य सचिव प्रत्यय अमृत ने सभी निवेशकों को आश्वासन दिया कि "उद्योग वार्ता" राज्य सरकार को अच्छे और गंभीर निवेशकों के साथ सीधे काम करने का अवसर प्रदान करेगी और सरकार की ओर से उन्हें हर संभव सहायता प्रदान की जाएगी। bbox=[312, 887, 581, 952]
byline: नवबिहार टाइम्स संवाददाता bbox=[1178, 1322, 1287, 1334]
divider bbox=[31, 1222, 1512, 1224]
paragraph: गिरफ्तार तस्करों की पहचान बेरमो, बोकारो निवासी राजेश कुमार, राहुल कुमार, तथा फुसरो ओवरब्रिज निवासी रोहन कुमार, और लोहरगड़ा निवासी शशि कुमार के रूप में हुई है। bbox=[591, 960, 766, 1024]
byline: नवबिहार टाइम्स संवाददाता bbox=[85, 329, 214, 344]
paragraph-group bbox=[533, 327, 768, 610]
headline-line: एसोसिएशन ने मनायी वर्षगांठ bbox=[873, 152, 1412, 211]
paragraph: विद्यालय में किचन नहीं रहने के कारण क्लास bbox=[373, 2303, 539, 2316]
paragraph: कर रहीं हैं। इस दिशा में लोगों को जागरूक करने की आवश्यकता है। कार्यक्रम का अध्यक्षता करते हुए स्टेट जेनरल सेक्रेट्री तपन कुमार घोष ने कहा कि झारखंड मानवाधिकार आयोग पीछले तीन सालों से ठप्प है जिसके कारण आयोग में लगभग तीन हजार मामले पेंडिंग पड़ा हैं। मानवाधिकार bbox=[1156, 472, 1330, 602]
page-number: 9 bbox=[1447, 6, 1512, 54]
paragraph: टीम को बताया गया कि परियोजना के तहत स्वयं सहायता समूहों द्वारा संचालित व्यवसाय, उनके कौशल विकास प्रशिक्षण, सरकारी योजनाओं से जुड़ाव तथा आगामी कार्ययोजना पर लगातार काम bbox=[32, 559, 267, 627]
paragraph: साथ ही मारिया देवी एवं गोयंदा कच्छप का पूरा घर और अनिल उरांव की वैगन आर गाड़ी क्षतिग्रस्त हो गई। घटना बुधवार की अपराह्न लगभग साढ़े चार बजे की है। ग्रामीणों से मिली जानकारी अनुसार वन विभाग द्वारा लिप्टस पेड़ को काटा जा रहा था। bbox=[962, 889, 1133, 1000]
paragraph: पुलिस को विश्वसनीय सूत्रों से सूचना मिली कि झारखंड सीमा की ओर से अवैध रूप से गायों को ले जाने का काम किया जा रहा है। जानकारी मिलते ही बादामपहाड़ थाने की टीम को साया गांव में भेजा गया। bbox=[1148, 1462, 1317, 1525]
dateline: कोडरमा। bbox=[779, 853, 815, 866]
paragraph: सूचना पाकर वेस्ट मोदीडीह कोलियरी के सुरक्षा पदाधिकारी एस के राय व निवर्तमान पार्षद छोटू सिंह मौके पर पहुंचे और जायजा लिया। प्रबंधन दरार स्थल की घेराबंदी कराने की बात कही। bbox=[32, 1474, 200, 1538]
paragraph-group bbox=[963, 471, 1137, 587]
headline bbox=[31, 650, 585, 701]
paragraph-group bbox=[1327, 1932, 1508, 2137]
subheadline bbox=[31, 793, 581, 830]
article-column bbox=[219, 1279, 387, 1805]
paragraph: बिहार के समग्र विकास के लिए राज्य सरकार द्वारा कई योजनाएं संचालित की जा रही हैं। उन्होंने स्पष्ट किया कि यदि निवेश को बढ़ावा देने के लिए किसी भी प्रकार की नई नीति लानी पड़ेगी या पुरानी नीतियों में संशोधन की आवश्यकता होगी, तो राज्य सरकार बिना किसी विलंब के वह करेगी। bbox=[312, 955, 581, 1037]
